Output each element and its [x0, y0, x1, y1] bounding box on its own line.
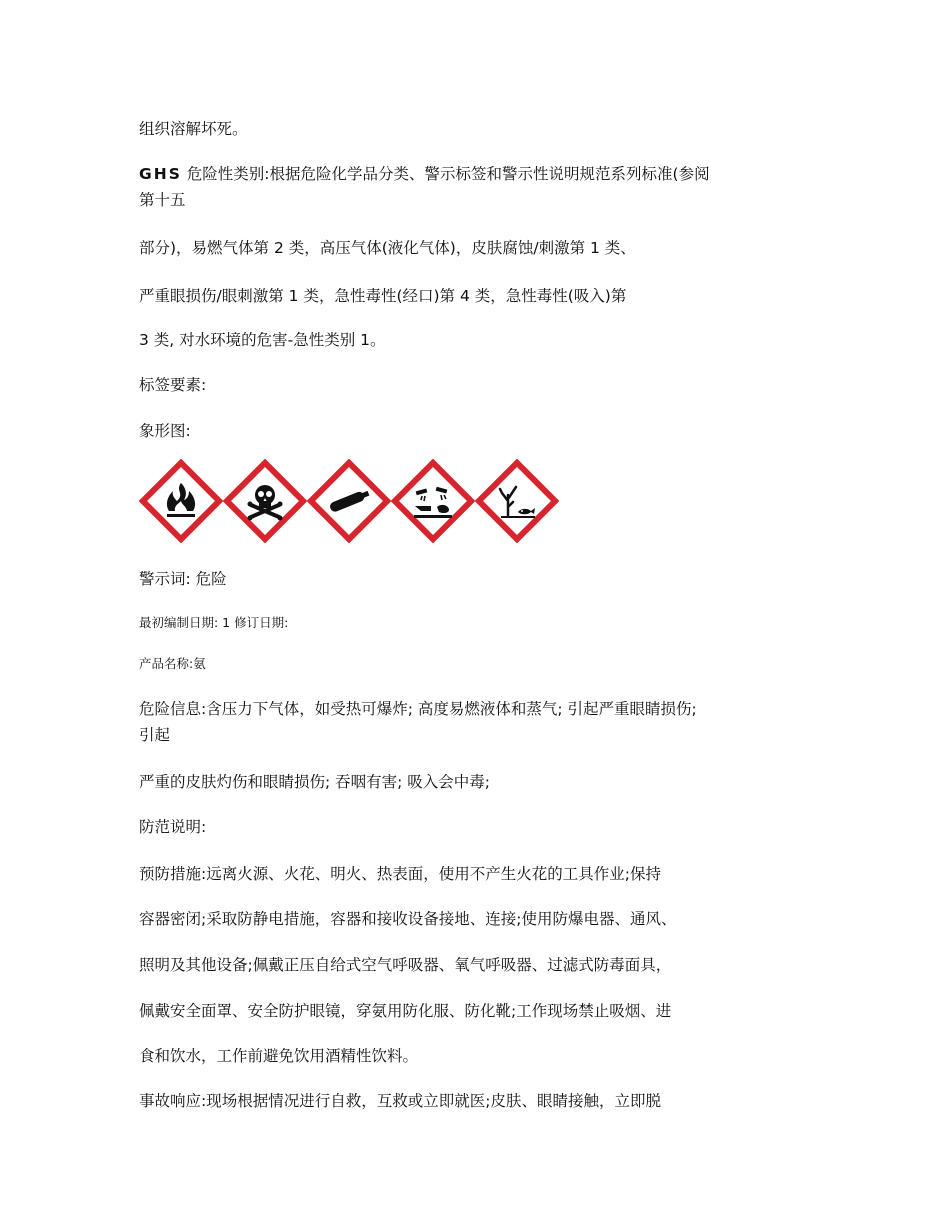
corrosion-icon: [391, 459, 475, 543]
label-elements-heading: 标签要素:: [139, 376, 207, 394]
ghs-category-text: 危险性类别:根据危险化学品分类、警示标签和警示性说明规范系列标准(参阅: [186, 165, 710, 183]
text-line: 佩戴安全面罩、安全防护眼镜，穿氨用防化服、防化靴;工作现场禁止吸烟、进: [139, 1002, 672, 1020]
text-line: 严重眼损伤/眼刺激第 1 类，急性毒性(经口)第 4 类，急性毒性(吸入)第: [139, 287, 627, 305]
text-line: 第十五: [139, 191, 186, 209]
text-line: 3 类, 对水环境的危害-急性类别 1。: [139, 331, 386, 349]
text-line: 部分)，易燃气体第 2 类，高压气体(液化气体)，皮肤腐蚀/刺激第 1 类、: [139, 239, 636, 257]
prevention-line: 预防措施:远离火源、火花、明火、热表面，使用不产生火花的工具作业;保持: [139, 865, 661, 883]
response-line: 事故响应:现场根据情况进行自救，互救或立即就医;皮肤、眼睛接触，立即脱: [139, 1092, 661, 1110]
text-line: 食和饮水，工作前避免饮用酒精性饮料。: [139, 1047, 419, 1065]
text-line: 容器密闭;采取防静电措施，容器和接收设备接地、连接;使用防爆电器、通风、: [139, 910, 677, 928]
gas-cylinder-icon: [307, 459, 391, 543]
environment-icon: [475, 459, 559, 543]
product-name: 产品名称:氨: [139, 656, 206, 671]
hazard-info-line: 危险信息:含压力下气体，如受热可爆炸; 高度易燃液体和蒸气; 引起严重眼睛损伤;: [139, 700, 697, 718]
pictogram-heading: 象形图:: [139, 422, 191, 440]
text-line: 照明及其他设备;佩戴正压自给式空气呼吸器、氧气呼吸器、过滤式防毒面具，: [139, 956, 672, 974]
text-line: 引起: [139, 726, 171, 744]
dates-line: 最初编制日期: 1 修订日期:: [139, 615, 289, 630]
ghs-category-line: [139, 164, 710, 184]
flame-icon: [139, 459, 223, 543]
skull-crossbones-icon: [223, 459, 307, 543]
text-line: 严重的皮肤灼伤和眼睛损伤; 吞咽有害; 吸入会中毒;: [139, 773, 491, 791]
ghs-label: GHS: [139, 165, 182, 183]
signal-word: 警示词: 危险: [139, 570, 227, 588]
precaution-heading: 防范说明:: [139, 818, 207, 836]
text-line: 组织溶解坏死。: [139, 120, 248, 138]
